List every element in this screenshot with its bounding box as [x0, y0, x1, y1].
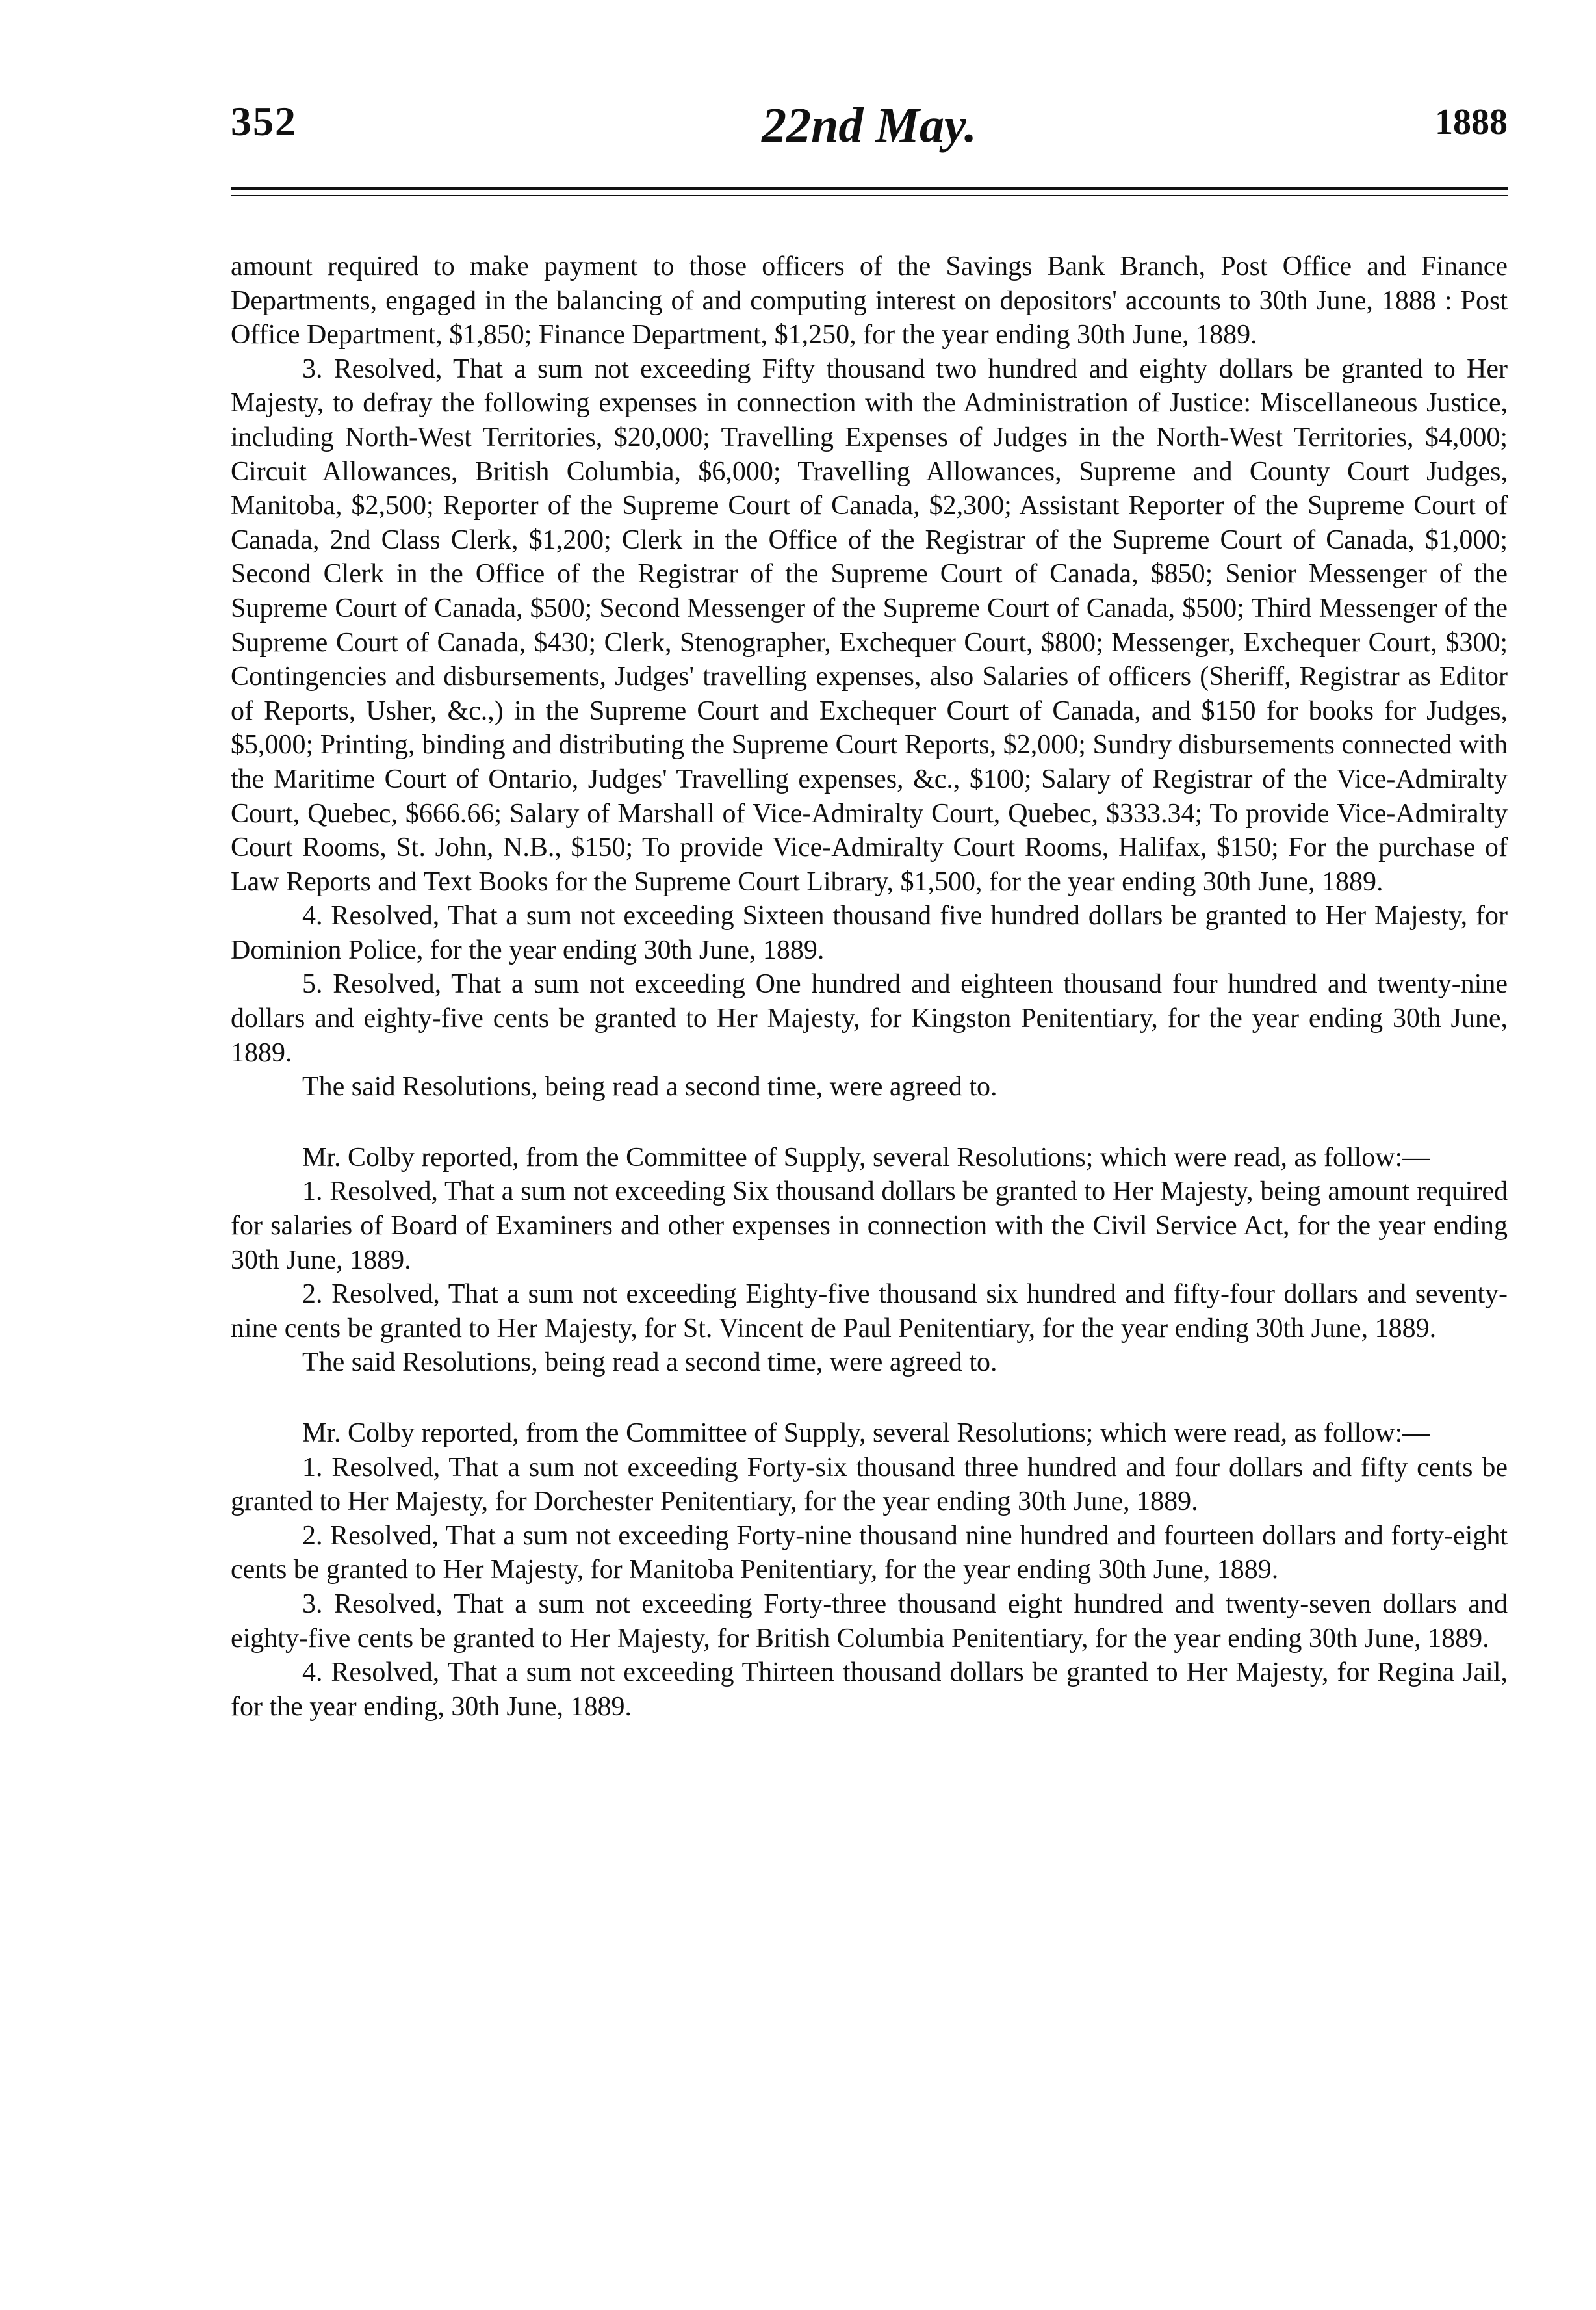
resolution-paragraph: 5. Resolved, That a sum not exceeding One hundred and eighteen thousand four hundred and twenty-nine dollars and eighty-five cents be granted to Her Majesty, for Kingston Penitentiary, for the year ending 30th June, 1889.	[231, 969, 1508, 1068]
section-gap	[231, 1104, 1508, 1141]
resolution-paragraph: 3. Resolved, That a sum not exceeding Forty-three thousand eight hundred and twenty-seven dollars and eighty-five cents be granted to Her Majesty, for British Columbia Penitentiary, for the year ending 30th June, 1889.	[231, 1589, 1508, 1654]
report-paragraph: Mr. Colby reported, from the Committee of Supply, several Resolutions; which were read, as follow:—	[302, 1418, 1430, 1448]
page-date-heading: 22nd May.	[762, 98, 977, 153]
document-body	[231, 250, 1508, 1724]
resolution-paragraph: 2. Resolved, That a sum not exceeding Eighty-five thousand six hundred and fifty-four dollars and seventy-nine cents be granted to Her Majesty, for St. Vincent de Paul Penitentiary, for the year ending 30th June, 1889.	[231, 1279, 1508, 1343]
document-page	[231, 97, 1508, 1724]
page-year: 1888	[1435, 102, 1508, 142]
report-paragraph: Mr. Colby reported, from the Committee of Supply, several Resolutions; which were read, as follow:—	[302, 1142, 1430, 1173]
resolution-paragraph: 1. Resolved, That a sum not exceeding Forty-six thousand three hundred and four dollars and fifty cents be granted to Her Majesty, for Dorchester Penitentiary, for the year ending 30th June, 1889.	[231, 1452, 1508, 1517]
resolution-paragraph: 4. Resolved, That a sum not exceeding Sixteen thousand five hundred dollars be granted to Her Majesty, for Dominion Police, for the year ending 30th June, 1889.	[231, 901, 1508, 965]
resolution-paragraph: 4. Resolved, That a sum not exceeding Thirteen thousand dollars be granted to Her Majesty, for Regina Jail, for the year ending, 30th June, 1889.	[231, 1657, 1508, 1722]
section-gap	[231, 1380, 1508, 1416]
resolution-paragraph: 1. Resolved, That a sum not exceeding Six thousand dollars be granted to Her Majesty, being amount required for salaries of Board of Examiners and other expenses in connection with the Civil Service Act, for the year ending 30th June, 1889.	[231, 1176, 1508, 1275]
page-number: 352	[231, 98, 297, 144]
paragraph: amount required to make payment to those officers of the Savings Bank Branch, Post Office and Finance Departments, engaged in the balancing of and computing interest on depositors' accounts to 30th June, 1888 : Post Office Department, $1,850; Finance Department, $1,250, for the year ending 30th June, 1889.	[231, 252, 1508, 350]
page-header	[231, 97, 1508, 169]
header-rule	[231, 187, 1508, 196]
resolution-paragraph: 2. Resolved, That a sum not exceeding Forty-nine thousand nine hundred and fourteen dollars and forty-eight cents be granted to Her Majesty, for Manitoba Penitentiary, for the year ending 30th June, 1889.	[231, 1520, 1508, 1585]
agreed-paragraph: The said Resolutions, being read a second time, were agreed to.	[302, 1072, 997, 1102]
resolution-paragraph: 3. Resolved, That a sum not exceeding Fifty thousand two hundred and eighty dollars be granted to Her Majesty, to defray the following expenses in connection with the Administration of Justice: Miscellaneous Justice, including North-West Territories, $20,000; Travelling Expenses of Judges in the North-West Territories, $4,000; Circuit Allowances, British Columbia, $6,000; Travelling Allowances, Supreme and County Court Judges, Manitoba, $2,500; Reporter of the Supreme Court of Canada, $2,300; Assistant Reporter of the Supreme Court of Canada, 2nd Class Clerk, $1,200; Clerk in the Office of the Registrar of the Supreme Court of Canada, $1,000; Second Clerk in the Office of the Registrar of the Supreme Court of Canada, $850; Senior Messenger of the Supreme Court of Canada, $500; Second Messenger of the Supreme Court of Canada, $500; Third Messenger of the Supreme Court of Canada, $430; Clerk, Stenographer, Exchequer Court, $800; Messenger, Exchequer Court, $300; Contingencies and disbursements, Judges' travelling expenses, also Salaries of officers (Sheriff, Registrar as Editor of Reports, Usher, &c.,) in the Supreme Court and Exchequer Court of Canada, and $150 for books for Judges, $5,000; Printing, binding and distributing the Supreme Court Reports, $2,000; Sundry disbursements connected with the Maritime Court of Ontario, Judges' Travelling expenses, &c., $100; Salary of Registrar of the Vice-Admiralty Court, Quebec, $666.66; Salary of Marshall of Vice-Admiralty Court, Quebec, $333.34; To provide Vice-Admiralty Court Rooms, St. John, N.B., $150; To provide Vice-Admiralty Court Rooms, Halifax, $150; For the purchase of Law Reports and Text Books for the Supreme Court Library, $1,500, for the year ending 30th June, 1889.	[231, 354, 1508, 897]
agreed-paragraph: The said Resolutions, being read a second time, were agreed to.	[302, 1347, 997, 1378]
